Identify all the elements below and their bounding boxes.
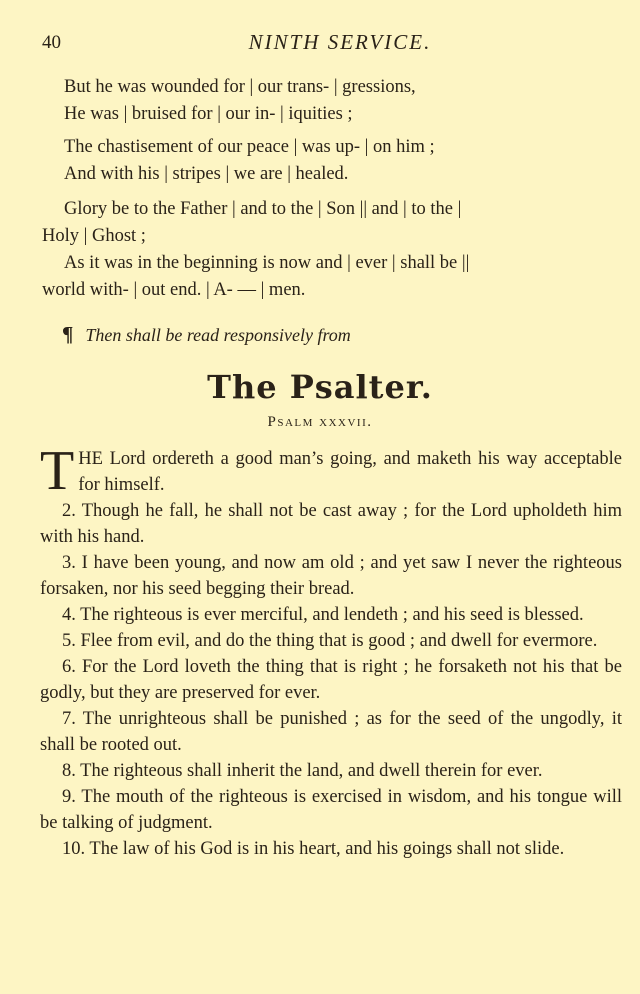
psalm-verses — [40, 440, 622, 862]
drop-cap: T — [40, 440, 75, 502]
chant-line: He was | bruised for | our in- | iquities ; — [64, 104, 353, 124]
verse-1 — [40, 440, 622, 502]
chant-verse-1 — [64, 74, 612, 128]
verse-text: 9. The mouth of the righteous is exercised in wisdom, and his tongue will be talking of judgment. — [40, 787, 622, 833]
verse-7 — [40, 706, 622, 758]
verse-text: 4. The righteous is ever merciful, and lendeth ; and his seed is blessed. — [62, 605, 584, 625]
running-head: NINTH SERVICE. — [248, 30, 432, 54]
chant-line: Holy | Ghost ; — [42, 226, 146, 246]
chant-line: The chastisement of our peace | was up- | on him ; — [64, 137, 435, 157]
verse-text: 2. Though he fall, he shall not be cast away ; for the Lord upholdeth him with his hand. — [40, 501, 622, 547]
gloria-patri — [42, 196, 612, 304]
page-header — [42, 30, 598, 58]
rubric — [62, 322, 351, 347]
chant-line: As it was in the beginning is now and | ever | shall be || — [64, 253, 470, 273]
chant-line: And with his | stripes | we are | healed. — [64, 164, 349, 184]
verse-text: 6. For the Lord loveth the thing that is right ; he forsaketh not his that be godly, but they are preserved for ever. — [40, 657, 622, 703]
verse-8 — [40, 758, 622, 784]
verse-text: 5. Flee from evil, and do the thing that is good ; and dwell for evermore. — [62, 631, 598, 651]
verse-text: 8. The righteous shall inherit the land, and dwell therein for ever. — [62, 761, 543, 781]
verse-3 — [40, 550, 622, 602]
verse-9 — [40, 784, 622, 836]
section-title: The Psalter. — [207, 368, 433, 406]
verse-text: 10. The law of his God is in his heart, and his goings shall not slide. — [62, 839, 565, 859]
page-number: 40 — [42, 32, 61, 53]
verse-6 — [40, 654, 622, 706]
verse-10 — [40, 836, 622, 862]
rubric-text: Then shall be read responsively from — [85, 325, 351, 345]
verse-text: 7. The unrighteous shall be punished ; as for the seed of the ungodly, it shall be rooted out. — [40, 709, 622, 755]
chant-line: But he was wounded for | our trans- | gressions, — [64, 77, 416, 97]
psalm-number: Psalm xxxvii. — [267, 414, 373, 430]
pilcrow-icon: ¶ — [62, 322, 74, 346]
verse-5 — [40, 628, 622, 654]
verse-text: HE Lord ordereth a good man’s going, and maketh his way acceptable for himself. — [78, 449, 622, 495]
verse-2 — [40, 498, 622, 550]
chant-verse-2 — [64, 134, 612, 188]
chant-line: Glory be to the Father | and to the | Son || and | to the | — [64, 199, 462, 219]
verse-text: 3. I have been young, and now am old ; and yet saw I never the righteous forsaken, nor his seed begging their bread. — [40, 553, 622, 599]
chant-line: world with- | out end. | A- — | men. — [42, 280, 306, 300]
verse-4 — [40, 602, 622, 628]
